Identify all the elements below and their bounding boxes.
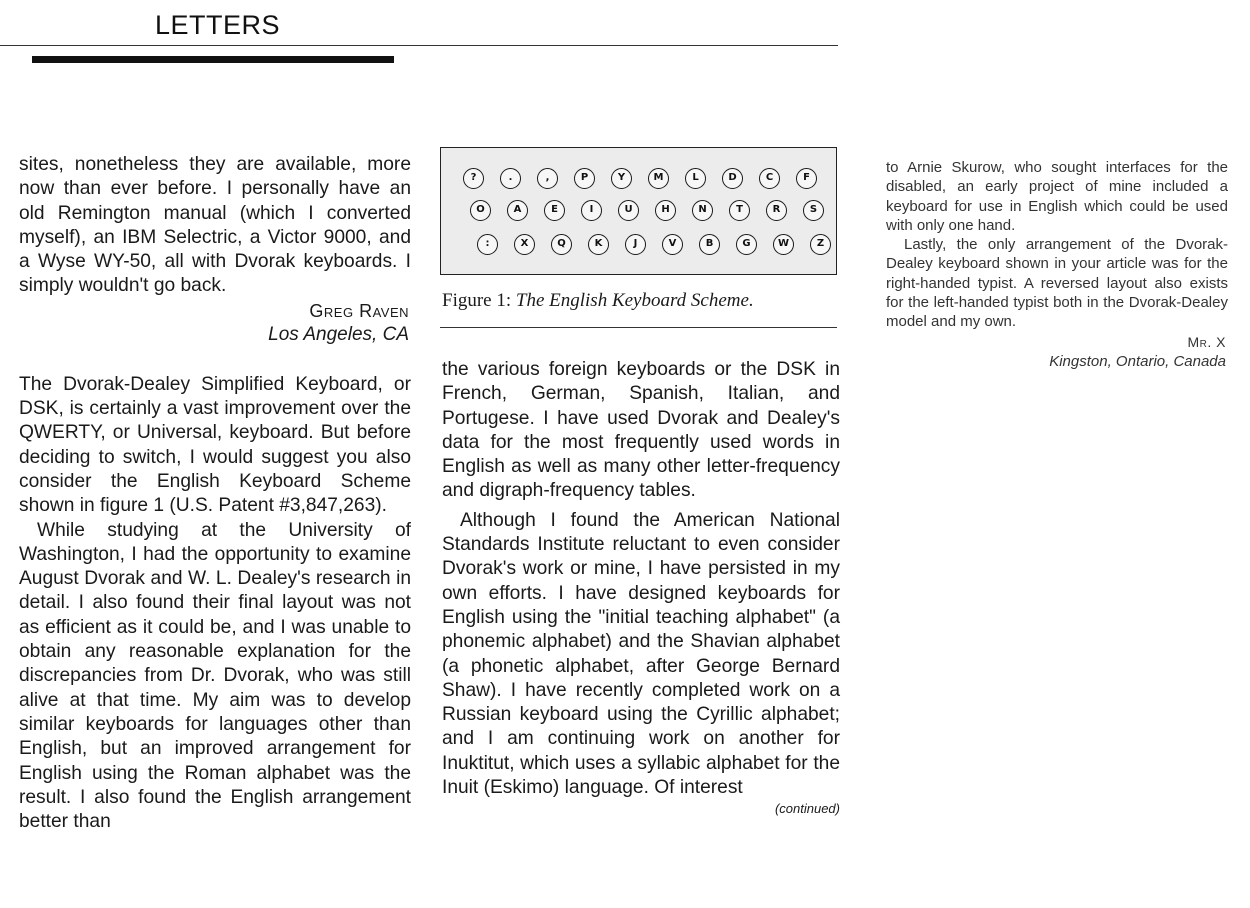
keyboard-key: A: [507, 200, 528, 221]
signature-name: Greg Raven: [309, 300, 409, 321]
keyboard-key: J: [625, 234, 646, 255]
header-rule: [0, 45, 838, 46]
keyboard-key: C: [759, 168, 780, 189]
header-bar: [32, 56, 394, 63]
letter-column-1: [19, 153, 411, 834]
keyboard-key: ,: [537, 168, 558, 189]
keyboard-key: W: [773, 234, 794, 255]
keyboard-row-1: [441, 168, 836, 192]
keyboard-key: E: [544, 200, 565, 221]
keyboard-key: H: [655, 200, 676, 221]
paragraph: sites, nonetheless they are available, more now than ever before. I personally have an old Remington manual (which I converted myself), an IBM Selectric, a Victor 9000, and a Wyse WY-50, all with Dvorak keyboards. I simply wouldn't go back.: [19, 154, 411, 297]
keyboard-key: ?: [463, 168, 484, 189]
keyboard-key: T: [729, 200, 750, 221]
keyboard-figure: [440, 147, 837, 275]
keyboard-key: P: [574, 168, 595, 189]
paragraph: The Dvorak-Dealey Simplified Keyboard, or DSK, is certainly a vast improvement over the QWERTY, or Universal, keyboard. But before deciding to switch, I would suggest you also consider the English Keyboard Scheme shown in figure 1 (U.S. Patent #3,847,263).: [19, 373, 411, 517]
keyboard-key: G: [736, 234, 757, 255]
paragraph: to Arnie Skurow, who sought interfaces for the disabled, an early project of mine included a keyboard for use in English which could be used with only one hand.: [886, 159, 1228, 234]
keyboard-key: I: [581, 200, 602, 221]
keyboard-key: D: [722, 168, 743, 189]
signature-place: Kingston, Ontario, Canada: [1049, 352, 1226, 370]
figure-caption: [442, 290, 840, 312]
figure-label: Figure 1:: [442, 290, 512, 311]
paragraph: While studying at the University of Washington, I had the opportunity to examine August Dvorak and W. L. Dealey's research in detail. I also found their final layout was not as efficient as it could be, and I was unable to obtain any reasonable explanation for the discrepancies from Dr. Dvorak, who was still alive at that time. My aim was to develop similar keyboards for languages other than English, but an improved arrangement for English using the Roman alphabet was the result. I also found the English arrangement better than: [19, 519, 411, 833]
keyboard-key: Q: [551, 234, 572, 255]
keyboard-key: O: [470, 200, 491, 221]
figure-title: The English Keyboard Scheme.: [515, 290, 754, 311]
keyboard-key: L: [685, 168, 706, 189]
keyboard-key: B: [699, 234, 720, 255]
keyboard-key: X: [514, 234, 535, 255]
signature-name: Mr. X: [1187, 333, 1226, 350]
paragraph: the various foreign keyboards or the DSK in French, German, Spanish, Italian, and Portugese. I have used Dvorak and Dealey's data for the most frequently used words in English as well as many other letter-frequency and digraph-frequency tables.: [442, 359, 840, 502]
paragraph: Although I found the American National Standards Institute reluctant to even consider Dvorak's work or mine, I have persisted in my own efforts. I have designed keyboards for English using the "initial teaching alphabet" (a phonemic alphabet) and the Shavian alphabet (a phonetic alphabet, after George Bernard Shaw). I have recently completed work on a Russian keyboard using the Cyrillic alphabet; and I am continuing work on another for Inuktitut, which uses a syllabic alphabet for the Inuit (Eskimo) language. Of interest: [442, 509, 840, 799]
keyboard-key: M: [648, 168, 669, 189]
keyboard-key: Y: [611, 168, 632, 189]
keyboard-key: U: [618, 200, 639, 221]
keyboard-key: .: [500, 168, 521, 189]
letter-column-3: [886, 158, 1228, 371]
signature-place: Los Angeles, CA: [268, 323, 409, 345]
keyboard-row-2: [441, 200, 836, 224]
spacer: [19, 347, 411, 373]
keyboard-row-3: [441, 234, 836, 258]
keyboard-key: :: [477, 234, 498, 255]
section-title: LETTERS: [155, 10, 281, 40]
keyboard-key: N: [692, 200, 713, 221]
keyboard-key: R: [766, 200, 787, 221]
keyboard-key: S: [803, 200, 824, 221]
continued-note: (continued): [774, 801, 840, 817]
keyboard-key: V: [662, 234, 683, 255]
keyboard-key: F: [796, 168, 817, 189]
keyboard-key: Z: [810, 234, 831, 255]
keyboard-key: K: [588, 234, 609, 255]
paragraph: Lastly, the only arrangement of the Dvorak-Dealey keyboard shown in your article was for the right-handed typist. A reversed layout also exists for the left-handed typist both in the Dvorak-Dealey model and my own.: [886, 236, 1228, 331]
letter-column-2: [442, 358, 840, 818]
figure-rule: [440, 327, 837, 328]
